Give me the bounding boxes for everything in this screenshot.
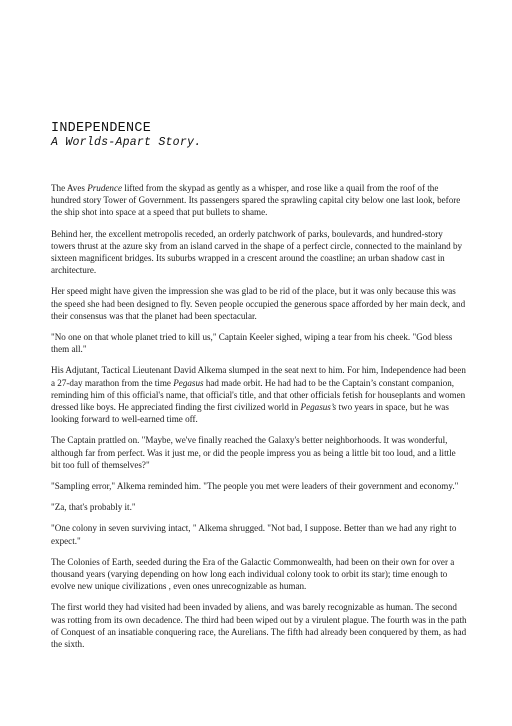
- story-subtitle: A Worlds-Apart Story.: [51, 136, 202, 149]
- paragraph-10: The Colonies of Earth, seeded during the Era of the Galactic Commonwealth, had been on their own for over a thousand years (varying depending on how long each individual colony took to orbit its star); time enough to evolve new unique civilizations , even ones unrecognizable as human.: [51, 556, 455, 592]
- paragraph-6: The Captain prattled on. "Maybe, we've finally reached the Galaxy's better neighborhoods. It was wonderful, although far from perfect. Was it just me, or did the people impress you as being a little bit too loud, and a little bit too full of themselves?": [51, 435, 456, 470]
- text-run: two years in space, but he was looking forward to well-earned time off.: [51, 402, 449, 425]
- paragraph-4: "No one on that whole planet tried to kill us," Captain Keeler sighed, wiping a tear from his cheek. "God bless them all.": [51, 332, 453, 355]
- text-run: had made orbit. He had had to be the Captain’s constant companion, reminding him of this official's name, that official's title, and that other officials fetish for houseplants and women dressed like boys. He appreciated finding the first civilized world in: [51, 377, 466, 413]
- ship-name: Pegasus’s: [300, 402, 337, 413]
- ship-name: Pegasus: [173, 377, 204, 388]
- ship-name: Prudence: [87, 183, 123, 193]
- paragraph-8: "Za, that's probably it.": [51, 502, 136, 513]
- paragraph-1: [51, 182, 467, 219]
- text-run: The Aves: [51, 183, 88, 193]
- paragraph-11: The first world they had visited had been invaded by aliens, and was barely recognizable as human. The second was rotting from its own decadence. The third had been wiped out by a virulent plague. The fourth was in the path of Conquest of an insatiable conquering race, the Aurelians. The fifth had already been conquered by them, as had the sixth.: [51, 602, 467, 650]
- story-title: INDEPENDENCE: [51, 121, 152, 136]
- paragraph-3: Her speed might have given the impression she was glad to be rid of the place, but it was only because this was the speed she had been designed to fly. Seven people occupied the generous space afforded by her main deck, and their consensus was that the planet had been spectacular.: [51, 286, 466, 321]
- paragraph-7: "Sampling error," Alkema reminded him. "The people you met were leaders of their government and economy.": [51, 481, 459, 492]
- paragraph-2: Behind her, the excellent metropolis receded, an orderly patchwork of parks, boulevards, and hundred-story towers thrust at the azure sky from an island carved in the shape of a perfect circle, connected to the mainland by sixteen magnificent bridges. Its suburbs wrapped in a crescent around the coastline; an urban shadow cast in architecture.: [51, 228, 463, 276]
- text-run: lifted from the skypad as gently as a whisper, and rose like a quail from the roof of the hundred story Tower of Government. Its passengers spared the sprawling capital city below one last look, before the ship shot into space at a speed that put bullets to shame.: [51, 183, 461, 218]
- paragraph-9: "One colony in seven surviving intact, " Alkema shrugged. "Not bad, I suppose. Better than we had any right to expect.": [51, 523, 457, 546]
- paragraph-5: [51, 364, 467, 425]
- text-run: His Adjutant, Tactical Lieutenant David Alkema slumped in the seat next to him. For him, Independence had been a 27-day marathon from the time: [51, 365, 466, 388]
- story-body: [51, 182, 467, 659]
- title-block: [51, 121, 201, 149]
